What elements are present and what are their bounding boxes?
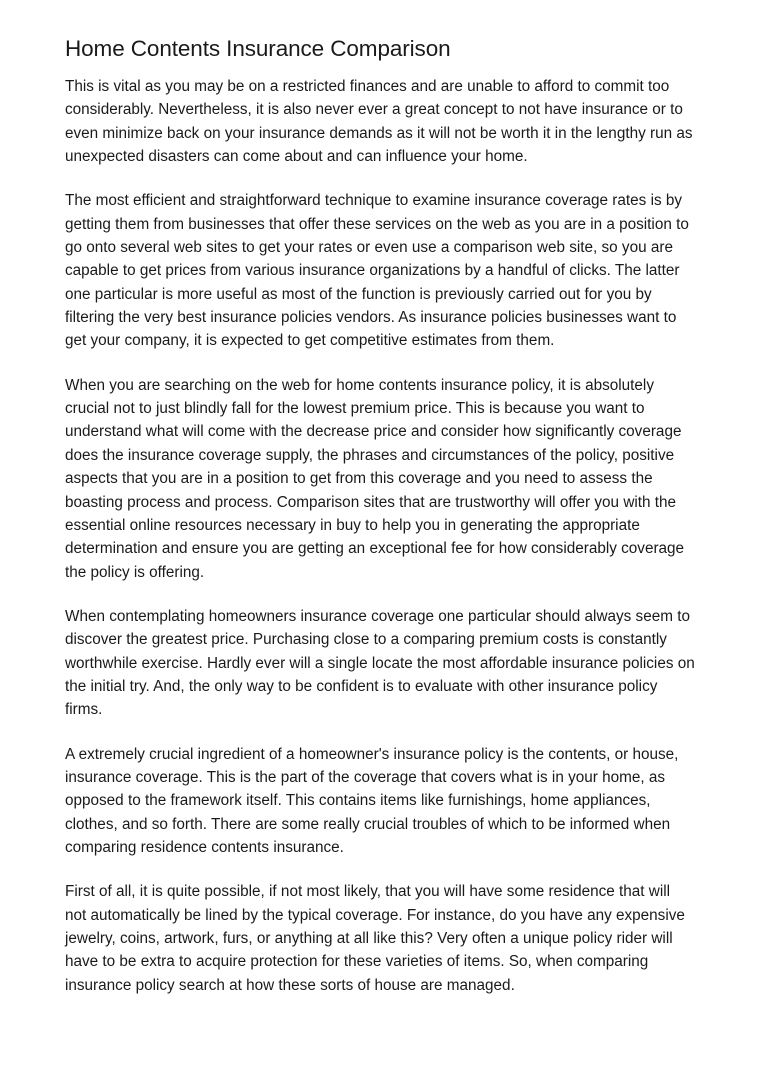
document-title: Home Contents Insurance Comparison [65,36,451,61]
paragraph-line: boasting process and process. Comparison sites that are trustworthy will offer you with the [65,493,677,511]
paragraph-4 [65,605,728,722]
paragraph-line: First of all, it is quite possible, if not most likely, that you will have some residence that will [65,883,671,901]
paragraph-line: understand what will come with the decrease price and consider how significantly coverage [65,423,682,441]
paragraph-line: have to be extra to acquire protection for these varieties of items. So, when comparing [65,953,649,971]
paragraph-line: essential online resources necessary in buy to help you in generating the appropriate [65,516,640,534]
paragraph-line: determination and ensure you are getting an exceptional fee for how considerably coverage [65,540,685,558]
paragraph-line: considerably. Nevertheless, it is also never ever a great concept to not have insurance or to [65,101,683,119]
paragraph-line: opposed to the framework itself. This contains items like furnishings, home appliances, [65,792,651,810]
paragraph-line: jewelry, coins, artwork, furs, or anything at all like this? Very often a unique policy rider will [65,930,673,947]
paragraph-line: clothes, and so forth. There are some really crucial troubles of which to be informed when [65,815,671,833]
paragraph-line: getting them from businesses that offer these services on the web as you are in a position to [65,215,689,233]
paragraph-line: aspects that you are in a position to get from this coverage and you need to assess the [65,470,653,488]
paragraph-line: get your company, it is expected to get competitive estimates from them. [65,332,555,350]
paragraph-line: worthwhile exercise. Hardly ever will a single locate the most affordable insurance policies on [65,654,695,672]
paragraph-line: The most efficient and straightforward technique to examine insurance coverage rates is by [65,192,683,210]
paragraph-line: capable to get prices from various insurance organizations by a handful of clicks. The latter [65,262,680,280]
paragraph-line: A extremely crucial ingredient of a homeowner's insurance policy is the contents, or house, [65,745,679,763]
paragraph-line: the initial try. And, the only way to be confident is to evaluate with other insurance policy [65,677,658,695]
paragraph-line: go onto several web sites to get your rates or even use a comparison web site, so you are [65,239,673,257]
paragraph-2 [65,189,728,352]
paragraph-line: crucial not to just blindly fall for the lowest premium price. This is because you want to [65,400,645,418]
paragraph-line: filtering the very best insurance policies vendors. As insurance policies businesses want to [65,309,677,327]
paragraph-1 [65,75,728,168]
paragraph-line: does the insurance coverage supply, the phrases and circumstances of the policy, positive [65,446,675,464]
paragraph-line: one particular is more useful as most of the function is previously carried out for you by [65,285,652,303]
paragraph-line: This is vital as you may be on a restricted finances and are unable to afford to commit too [65,78,670,95]
paragraph-3 [65,374,728,584]
paragraph-line: discover the greatest price. Purchasing close to a comparing premium costs is constantly [65,631,667,649]
paragraph-line: firms. [65,701,103,719]
paragraph-line: insurance policy search at how these sorts of house are managed. [65,976,515,994]
paragraph-line: When you are searching on the web for home contents insurance policy, it is absolutely [65,376,654,394]
paragraph-5 [65,743,728,860]
paragraph-line: unexpected disasters can come about and can influence your home. [65,148,528,166]
paragraph-6 [65,880,728,997]
paragraph-line: not automatically be lined by the typical coverage. For instance, do you have any expensive [65,906,685,924]
paragraph-line: even minimize back on your insurance demands as it will not be worth it in the lengthy run as [65,124,693,142]
paragraph-line: insurance coverage. This is the part of the coverage that covers what is in your home, as [65,768,666,786]
paragraph-line: When contemplating homeowners insurance coverage one particular should always seem to [65,607,690,625]
paragraph-line: comparing residence contents insurance. [65,838,344,856]
paragraph-line: the policy is offering. [65,563,205,581]
